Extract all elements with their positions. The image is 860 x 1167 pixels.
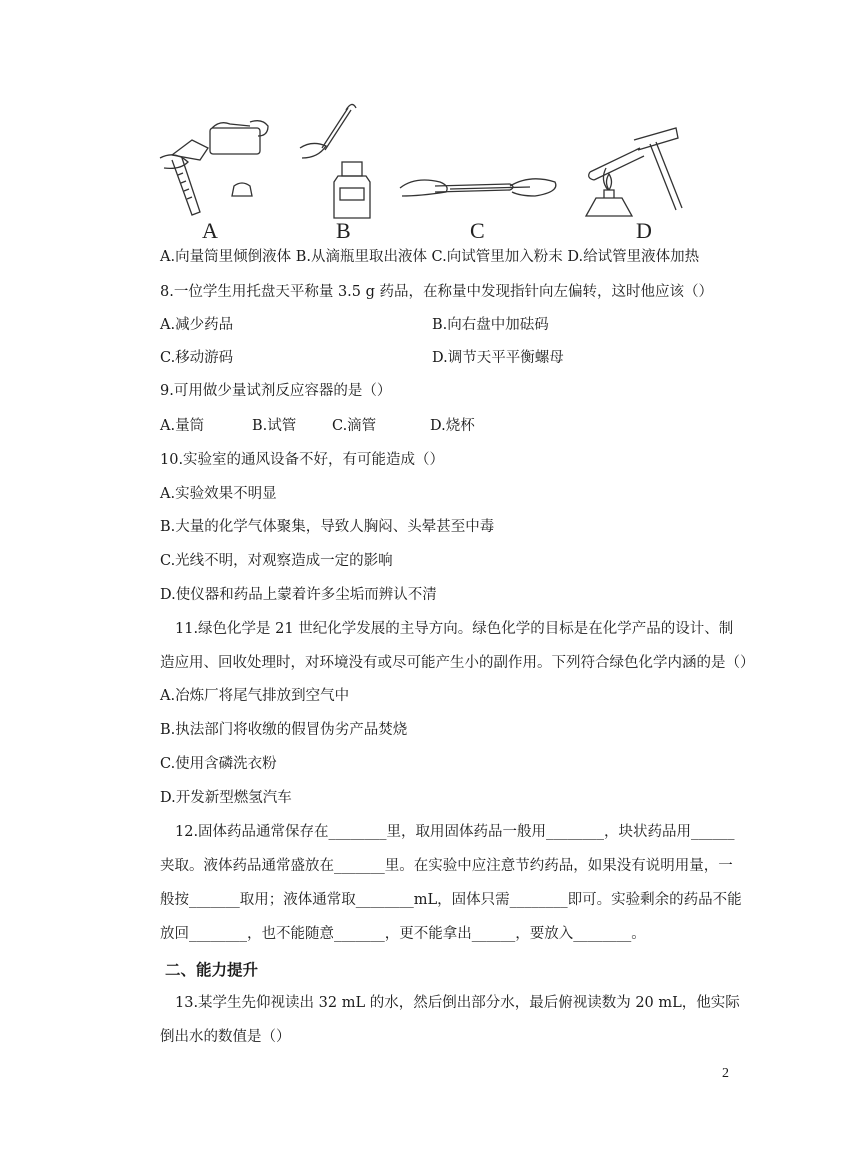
q12-line2: 夹取。液体药品通常盛放在_______里。在实验中应注意节约药品，如果没有说明用量，一: [160, 858, 733, 874]
q8-stem: 8.一位学生用托盘天平称量 3.5 g 药品，在称量中发现指针向左偏转，这时他应该（）: [160, 284, 714, 300]
q11-option-d: D.开发新型燃氢汽车: [160, 790, 292, 806]
q11-stem-line2: 造应用、回收处理时，对环境没有或尽可能产生小的副作用。下列符合绿色化学内涵的是（）: [160, 655, 755, 671]
q8-option-b: B.向右盘中加砝码: [432, 317, 549, 333]
q9-option-a: A.量筒: [160, 418, 205, 434]
q8-option-a: A.减少药品: [160, 317, 234, 333]
q11-option-a: A.冶炼厂将尾气排放到空气中: [160, 688, 350, 704]
q8-option-d: D.调节天平平衡螺母: [432, 350, 564, 366]
q11-option-b: B.执法部门将收缴的假冒伪劣产品焚烧: [160, 722, 408, 738]
q9-stem: 9.可用做少量试剂反应容器的是（）: [160, 383, 392, 399]
q10-stem: 10.实验室的通风设备不好，有可能造成（）: [160, 452, 445, 468]
q8-option-c: C.移动游码: [160, 350, 234, 366]
figure-label-d: D: [636, 218, 652, 243]
lab-operations-drawing: [150, 100, 710, 242]
q9-option-b: B.试管: [252, 418, 297, 434]
q9-option-c: C.滴管: [332, 418, 377, 434]
figure-label-a: A: [202, 218, 218, 243]
q9-option-d: D.烧杯: [430, 418, 475, 434]
q13-line2: 倒出水的数值是（）: [160, 1029, 291, 1045]
q10-option-b: B.大量的化学气体聚集，导致人胸闷、头晕甚至中毒: [160, 519, 495, 535]
figure-a-pouring-cylinder: [160, 121, 268, 215]
q13-line1: 13.某学生先仰视读出 32 mL 的水，然后倒出部分水，最后俯视读数为 20 mL，他实际: [175, 995, 740, 1011]
figure-label-b: B: [336, 218, 351, 243]
q12-line3: 般按_______取用；液体通常取________mL，固体只需________即可。实验剩余的药品不能: [160, 892, 742, 908]
figure-c-test-tube-powder: [400, 179, 556, 196]
q11-option-c: C.使用含磷洗衣粉: [160, 756, 277, 772]
figure-d-heating-tube: [586, 128, 682, 216]
figure-b-dropper-bottle: [300, 104, 370, 218]
q10-option-d: D.使仪器和药品上蒙着许多尘垢而辨认不清: [160, 587, 437, 603]
page-number: 2: [722, 1066, 729, 1081]
figure-label-c: C: [470, 218, 485, 243]
lab-operations-figure: [150, 100, 710, 242]
q12-line1: 12.固体药品通常保存在________里，取用固体药品一般用________，块状药品用______: [175, 824, 735, 840]
q10-option-a: A.实验效果不明显: [160, 486, 277, 502]
q11-stem-line1: 11.绿色化学是 21 世纪化学发展的主导方向。绿色化学的目标是在化学产品的设计、制: [175, 621, 734, 637]
q12-line4: 放回________，也不能随意_______，更不能拿出______，要放入________。: [160, 926, 646, 942]
q10-option-c: C.光线不明，对观察造成一定的影响: [160, 553, 393, 569]
q7-options: A.向量筒里倾倒液体 B.从滴瓶里取出液体 C.向试管里加入粉末 D.给试管里液体加热: [160, 249, 700, 265]
section-title: 二、能力提升: [165, 961, 259, 979]
